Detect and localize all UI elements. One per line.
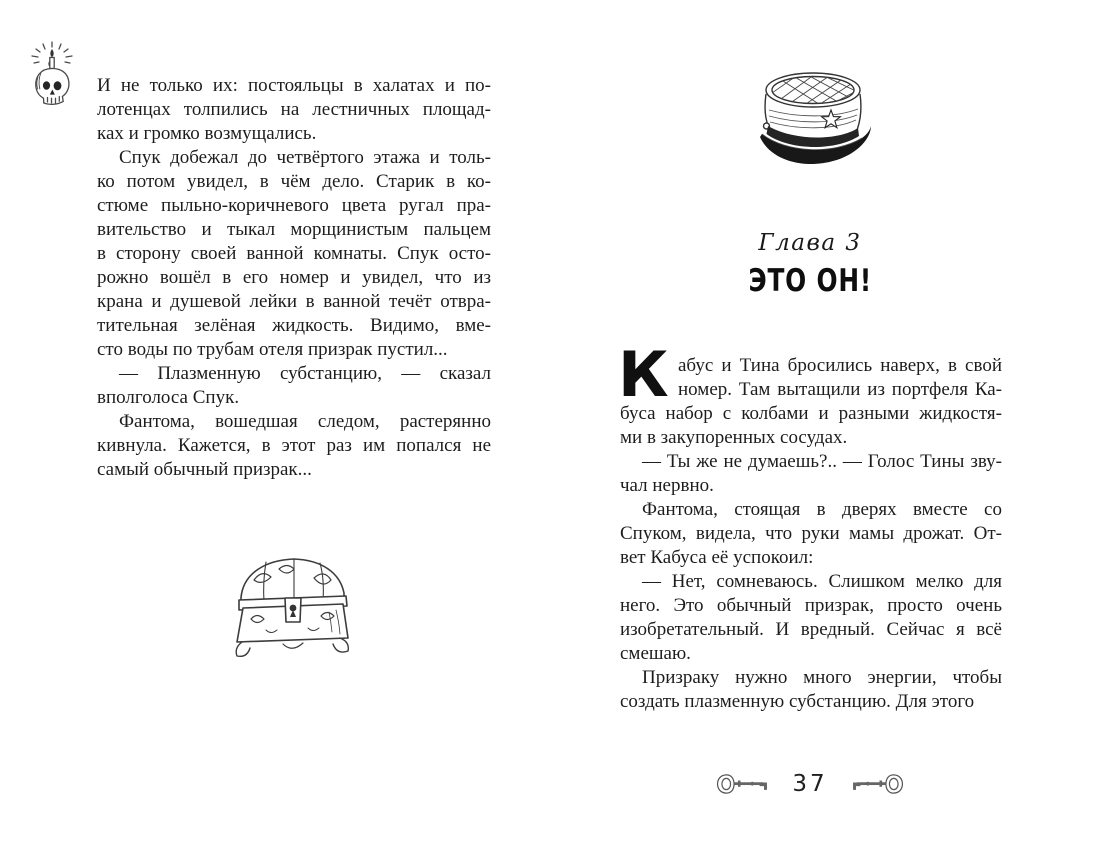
- paragraph: [618, 338, 1002, 450]
- text-line: вет Кабуса её успокоил:: [620, 547, 814, 568]
- text-line: крана и душевой лейки в ванной течёт отвра-: [97, 291, 491, 312]
- text-line: в сторону своей ванной комнаты. Спук осто-: [97, 243, 491, 264]
- left-page-text: [97, 74, 491, 482]
- text-line: смешаю.: [620, 643, 691, 664]
- chapter-label: Глава 3: [758, 230, 862, 256]
- text-line: сто воды по трубам отеля призрак пустил...: [97, 339, 448, 360]
- text-line: — Ты же не думаешь?.. — Голос Тины зву-: [642, 451, 1002, 472]
- text-line: абус и Тина бросились наверх, в свой: [678, 355, 1002, 376]
- text-line: И не только их: постояльцы в халатах и по-: [97, 75, 491, 96]
- chapter-title: ЭТО ОН!: [748, 263, 872, 299]
- paragraph: [620, 666, 1002, 714]
- text-line: него. Это обычный призрак, просто очень: [620, 595, 1002, 616]
- text-line: буса набор с колбами и разными жидкостя-: [620, 403, 1002, 424]
- text-line: Фантома, вошедшая следом, растерянно: [119, 411, 491, 432]
- text-line: самый обычный призрак...: [97, 459, 312, 480]
- text-line: вполголоса Спук.: [97, 387, 240, 408]
- porter-cap-illustration: [752, 64, 874, 174]
- key-icon: [715, 771, 773, 797]
- right-page-text: [618, 338, 1002, 714]
- key-icon: [847, 771, 905, 797]
- text-line: Спук добежал до четвёртого этажа и толь-: [119, 147, 491, 168]
- paragraph: [97, 362, 491, 410]
- chapter-heading: [618, 230, 1002, 299]
- text-line: Призраку нужно много энергии, чтобы: [642, 667, 1002, 688]
- text-line: создать плазменную субстанцию. Для этого: [620, 691, 975, 712]
- text-line: ми в закупоренных сосудах.: [620, 427, 848, 448]
- text-line: ко потом увидел, в чём дело. Старик в ко-: [97, 171, 491, 192]
- text-line: — Нет, сомневаюсь. Слишком мелко для: [642, 571, 1002, 592]
- paragraph: [620, 498, 1002, 570]
- text-line: вительство и тыкал морщинистым пальцем: [97, 219, 491, 240]
- text-line: лотенцах толпились на лестничных площад-: [97, 99, 491, 120]
- paragraph: [97, 410, 491, 482]
- text-line: — Плазменную субстанцию, — сказал: [119, 363, 491, 384]
- page-number: 37: [792, 771, 828, 797]
- text-line: номер. Там вытащили из портфеля Ка-: [678, 379, 1002, 400]
- ornate-chest-illustration: [226, 552, 360, 668]
- skull-candle-icon: [27, 41, 77, 107]
- paragraph: [620, 570, 1002, 666]
- text-line: Спуком, видела, что руки мамы дрожат. От-: [620, 523, 1002, 544]
- text-line: Фантома, стоящая в дверях вместе со: [642, 499, 1002, 520]
- paragraph: [97, 146, 491, 362]
- text-line: тительная зелёная жидкость. Видимо, вме-: [97, 315, 491, 336]
- drop-cap: К: [618, 338, 669, 411]
- paragraph: [620, 450, 1002, 498]
- text-line: чал нервно.: [620, 475, 714, 496]
- text-line: рожно вошёл в его номер и увидел, что из: [97, 267, 491, 288]
- paragraph: [97, 74, 491, 146]
- text-line: кивнула. Кажется, в этот раз им попался не: [97, 435, 491, 456]
- text-line: изобретательный. И вредный. Сейчас я всё: [620, 619, 1002, 640]
- text-line: ках и громко возмущались.: [97, 123, 317, 144]
- page-footer: [618, 768, 1002, 800]
- text-line: стюме пыльно-коричневого цвета ругал пра-: [97, 195, 491, 216]
